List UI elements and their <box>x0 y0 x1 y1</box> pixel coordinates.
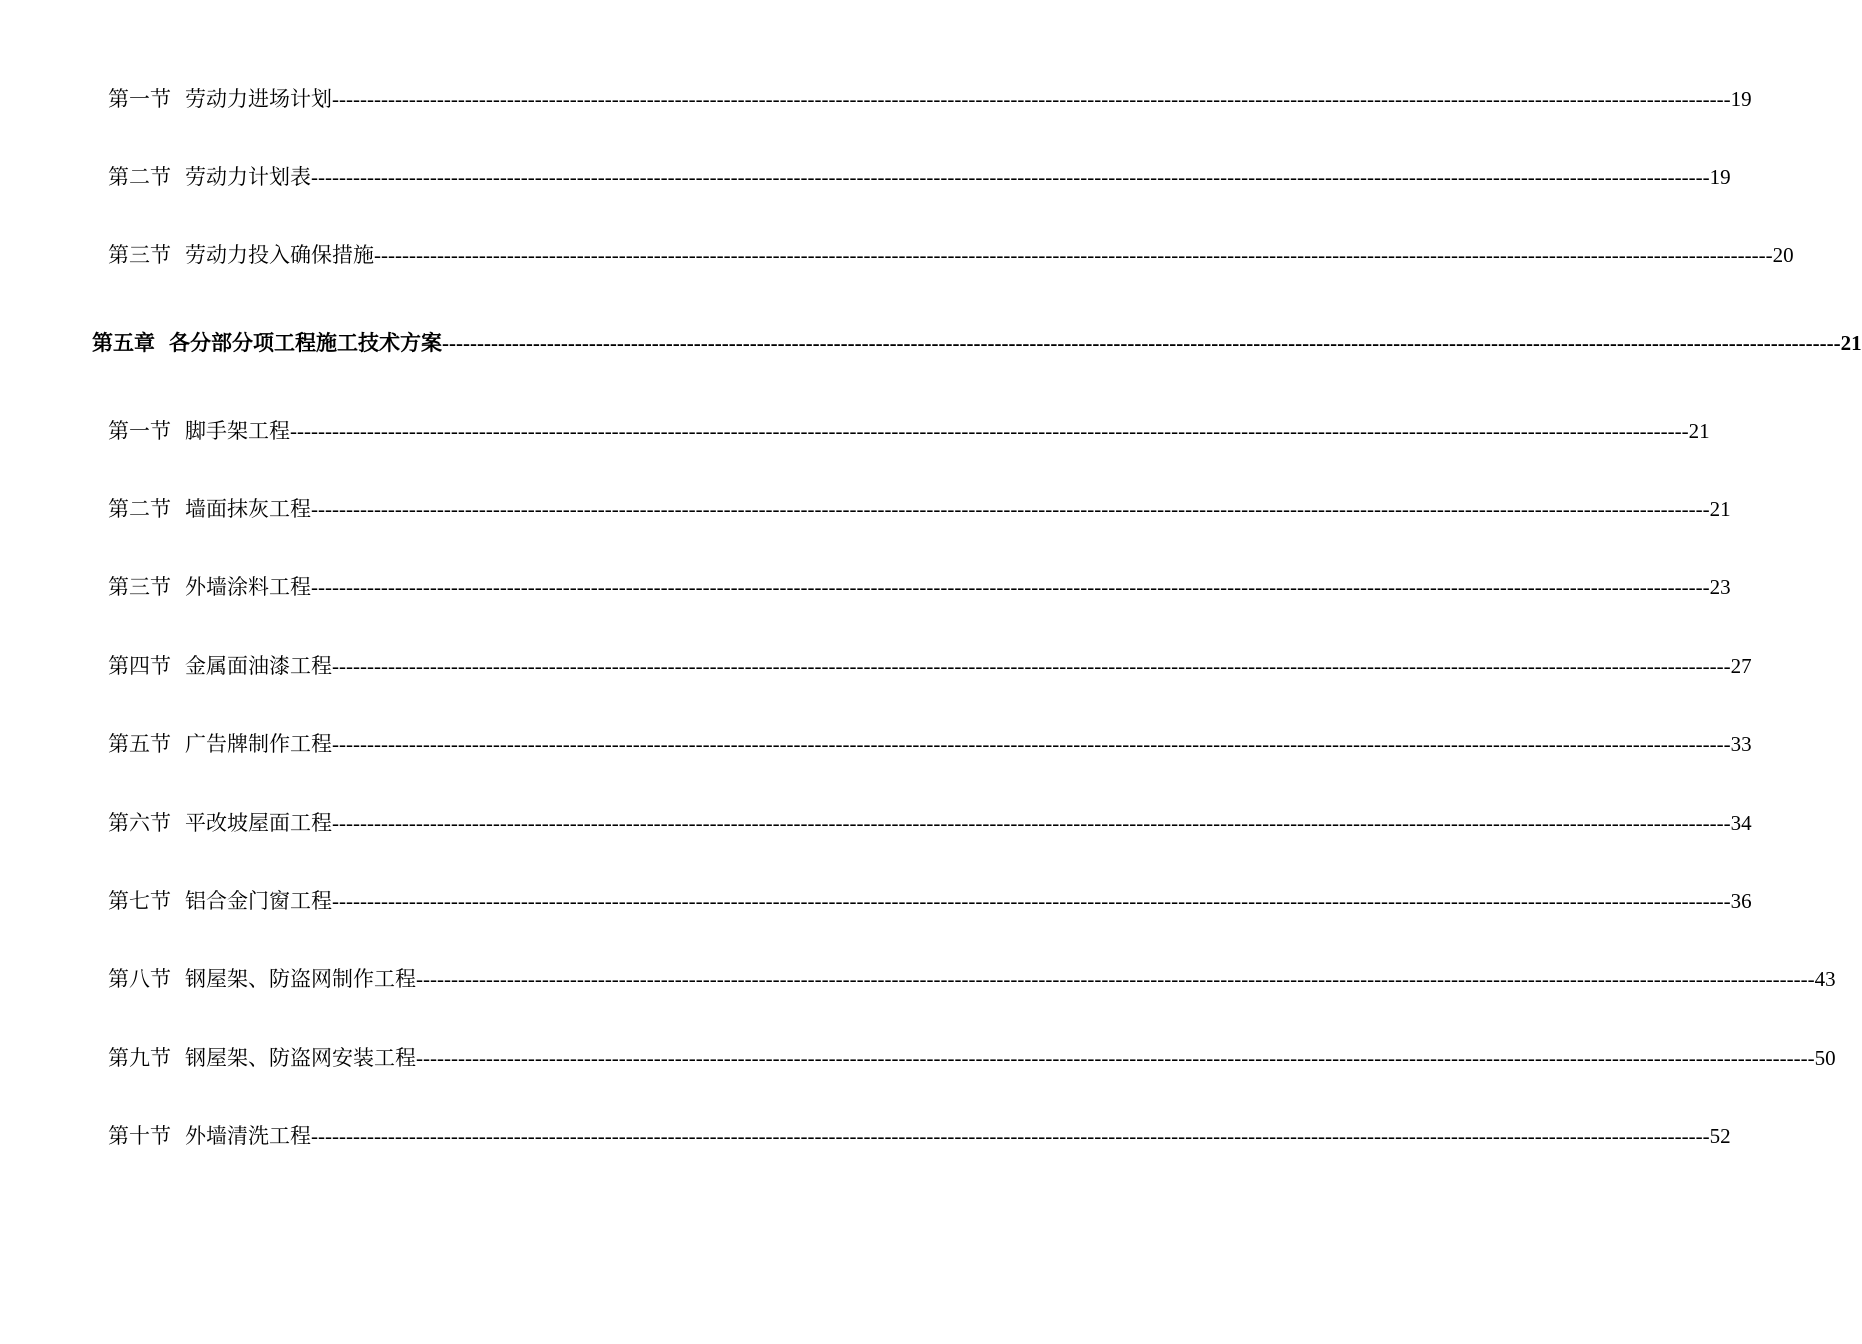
toc-entry-label <box>108 162 311 192</box>
toc-entry-page: 21 <box>1840 331 1862 355</box>
toc-entry-number: 第三节 <box>108 575 171 599</box>
toc-entry-page: 21 <box>1709 497 1731 521</box>
toc-entry-page: 50 <box>1814 1046 1836 1070</box>
toc-leader: -------------------------------------------------------------------------------------------------------------------------------------------------------------------------------------------------------- <box>332 654 1731 678</box>
toc-chapter-title: 各分部分项工程施工技术方案 <box>169 330 442 355</box>
toc-leader: -------------------------------------------------------------------------------------------------------------------------------------------------------------------------------------------------------- <box>290 419 1689 443</box>
toc-entry[interactable] <box>108 572 1731 602</box>
toc-entry-page: 23 <box>1709 575 1731 599</box>
toc-entry[interactable] <box>108 162 1731 192</box>
toc-leader: -------------------------------------------------------------------------------------------------------------------------------------------------------------------------------------------------------- <box>332 87 1731 111</box>
toc-leader: -------------------------------------------------------------------------------------------------------------------------------------------------------------------------------------------------------- <box>311 165 1710 189</box>
toc-entry-number: 第一节 <box>108 87 171 111</box>
toc-leader: -------------------------------------------------------------------------------------------------------------------------------------------------------------------------------------------------------- <box>332 889 1731 913</box>
toc-entry-number: 第六节 <box>108 811 171 835</box>
toc-entry[interactable] <box>108 964 1836 994</box>
toc-leader: -------------------------------------------------------------------------------------------------------------------------------------------------------------------------------------------------------- <box>416 967 1815 991</box>
toc-entry-title: 劳动力进场计划 <box>185 87 332 111</box>
toc-entry[interactable] <box>108 1121 1731 1151</box>
toc-entry-page: 21 <box>1688 419 1710 443</box>
toc-entry-title: 铝合金门窗工程 <box>185 889 332 913</box>
toc-entry-label <box>108 84 332 114</box>
toc-entry-label <box>108 240 374 270</box>
toc-leader: -------------------------------------------------------------------------------------------------------------------------------------------------------------------------------------------------------- <box>311 1124 1710 1148</box>
toc-entry-title: 劳动力投入确保措施 <box>185 243 374 267</box>
toc-entry-title: 钢屋架、防盗网制作工程 <box>185 967 416 991</box>
toc-entry[interactable] <box>108 886 1752 916</box>
toc-entry-label <box>108 1043 416 1073</box>
toc-entry-page: 19 <box>1730 87 1752 111</box>
toc-chapter-entry[interactable] <box>92 328 1862 358</box>
toc-entry-page: 33 <box>1730 732 1752 756</box>
toc-entry[interactable] <box>108 1043 1836 1073</box>
toc-entry-title: 钢屋架、防盗网安装工程 <box>185 1046 416 1070</box>
toc-entry-label <box>108 416 290 446</box>
toc-entry-page: 27 <box>1730 654 1752 678</box>
toc-entry-title: 墙面抹灰工程 <box>185 497 311 521</box>
toc-entry-label <box>108 1121 311 1151</box>
toc-leader: -------------------------------------------------------------------------------------------------------------------------------------------------------------------------------------------------------- <box>374 243 1773 267</box>
toc-entry-title: 脚手架工程 <box>185 419 290 443</box>
toc-entry-page: 43 <box>1814 967 1836 991</box>
toc-chapter-number: 第五章 <box>92 330 155 355</box>
toc-entry-label <box>92 328 442 358</box>
toc-entry-label <box>108 494 311 524</box>
toc-entry[interactable] <box>108 808 1752 838</box>
toc-entry-page: 52 <box>1709 1124 1731 1148</box>
toc-entry-number: 第二节 <box>108 165 171 189</box>
toc-entry-page: 19 <box>1709 165 1731 189</box>
toc-entry[interactable] <box>108 240 1794 270</box>
toc-entry-number: 第四节 <box>108 654 171 678</box>
toc-entry-title: 外墙涂料工程 <box>185 575 311 599</box>
toc-entry-title: 劳动力计划表 <box>185 165 311 189</box>
toc-leader: -------------------------------------------------------------------------------------------------------------------------------------------------------------------------------------------------------- <box>311 575 1710 599</box>
toc-entry-number: 第二节 <box>108 497 171 521</box>
toc-entry-label <box>108 886 332 916</box>
toc-entry-number: 第十节 <box>108 1124 171 1148</box>
toc-leader: -------------------------------------------------------------------------------------------------------------------------------------------------------------------------------------------------------- <box>416 1046 1815 1070</box>
toc-leader: -------------------------------------------------------------------------------------------------------------------------------------------------------------------------------------------------------- <box>311 497 1710 521</box>
toc-entry[interactable] <box>108 729 1752 759</box>
toc-entry-label <box>108 964 416 994</box>
toc-entry-label <box>108 572 311 602</box>
toc-entry-number: 第三节 <box>108 243 171 267</box>
toc-entry-number: 第九节 <box>108 1046 171 1070</box>
toc-entry-label <box>108 808 332 838</box>
toc-entry[interactable] <box>108 84 1752 114</box>
toc-leader: -------------------------------------------------------------------------------------------------------------------------------------------------------------------------------------------------------- <box>332 732 1731 756</box>
toc-entry[interactable] <box>108 416 1710 446</box>
toc-entry-page: 34 <box>1730 811 1752 835</box>
toc-entry[interactable] <box>108 651 1752 681</box>
toc-leader: -------------------------------------------------------------------------------------------------------------------------------------------------------------------------------------------------------- <box>332 811 1731 835</box>
toc-entry-label <box>108 729 332 759</box>
toc-leader: -------------------------------------------------------------------------------------------------------------------------------------------------------------------------------------------------------- <box>442 331 1841 355</box>
toc-entry[interactable] <box>108 494 1731 524</box>
toc-entry-label <box>108 651 332 681</box>
toc-entry-title: 平改坡屋面工程 <box>185 811 332 835</box>
toc-entry-page: 36 <box>1730 889 1752 913</box>
toc-entry-number: 第七节 <box>108 889 171 913</box>
toc-entry-number: 第五节 <box>108 732 171 756</box>
toc-entry-number: 第一节 <box>108 419 171 443</box>
toc-entry-title: 广告牌制作工程 <box>185 732 332 756</box>
toc-entry-page: 20 <box>1772 243 1794 267</box>
toc-entry-title: 外墙清洗工程 <box>185 1124 311 1148</box>
toc-entry-title: 金属面油漆工程 <box>185 654 332 678</box>
toc-entry-number: 第八节 <box>108 967 171 991</box>
